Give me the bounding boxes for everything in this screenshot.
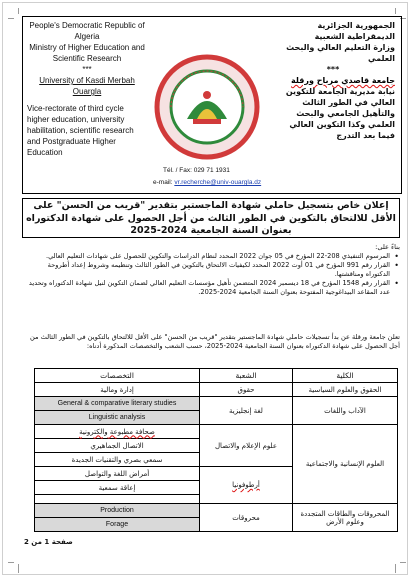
english-line: People's Democratic Republic of Algeria: [29, 21, 145, 41]
arabic-letterhead: [271, 20, 395, 141]
arabic-line: نيابة مديرية الجامعة للتكوين العالي في الطور الثالث والتأهيل الجامعي والبحث العلمي وكذا التكوين العالي فيما بعد التدرج: [285, 87, 395, 140]
faculty-cell: الحقوق والعلوم السياسية: [293, 383, 398, 397]
specialty-cell: سمعي بصري والتقنيات الجديدة: [35, 453, 200, 467]
specialty-cell: [35, 495, 200, 504]
page-number: صفحة 1 من 2: [24, 538, 73, 546]
english-letterhead: [27, 20, 147, 158]
table-row: [35, 504, 398, 518]
email-line: [153, 179, 261, 186]
table-header-row: [35, 369, 398, 383]
faculty-cell: المحروقات والطاقات المتجددة وعلوم الأرض: [293, 504, 398, 532]
specialty-cell: إعاقة سمعية: [35, 481, 200, 495]
english-line: Vice-rectorate of third cycle higher education, university habilitation, scientific research and Postgraduate Higher Education: [27, 104, 134, 157]
col-faculty: الكلية: [293, 369, 398, 383]
col-branch: الشعبة: [200, 369, 293, 383]
reference-item: • القرار رقم 1548 المؤرخ في 18 ديسمبر 2024 المتضمن تأهيل مؤسسات التعليم العالي لضمان التكوين لنيل شهادة الدكتوراه وتحديد عدد المقاعد البيداغوجية المفتوحة بعنوان السنة الجامعية 2024-2025.: [22, 279, 400, 297]
table-row: [35, 397, 398, 411]
col-specialty: التخصصات: [35, 369, 200, 383]
faculty-cell: العلوم الإنسانية والاجتماعية: [293, 425, 398, 504]
announcement-title: إعلان خاص بتسجيل حاملي شهادة الماجستير بتقدير "قريب من الحسن" على الأقل للالتحاق بالتكوين في الطور الثالث من أجل الحصول على شهادة الدكتوراه بعنوان السنة الجامعية 2024-2025: [22, 198, 400, 238]
specialty-cell: إدارة ومالية: [35, 383, 200, 397]
specialty-cell: General & comparative literary studies: [35, 397, 200, 411]
document-page: [14, 14, 400, 564]
reference-item: • المرسوم التنفيذي 208-22 المؤرخ في 05 جوان 2022 المحدد لنظام الدراسات والتكوين للحصول على شهادات التعليم العالي.: [22, 252, 400, 261]
specialties-table: [34, 368, 398, 532]
references-intro: بناءً على:: [375, 243, 400, 251]
faculty-cell: الآداب واللغات: [293, 397, 398, 425]
references-section: [22, 243, 400, 297]
specialty-text: صحافة مطبوعة والكترونية: [79, 427, 155, 436]
letterhead: [22, 16, 402, 194]
specialty-cell: Linguistic analysis: [35, 411, 200, 425]
branch-cell: [200, 467, 293, 504]
email-link[interactable]: vr.recherche@univ-ouargla.dz: [174, 179, 262, 186]
english-line: ***: [82, 65, 92, 74]
english-line: Ministry of Higher Education and Scientific Research: [29, 43, 145, 63]
reference-item: • القرار رقم 991 المؤرخ في 01 أوت 2022 المحدد لكيفيات الالتحاق بالتكوين في الطور الثالث وتنظيمه وشروط إعداد أطروحة الدكتوراه ومناقشتها.: [22, 261, 400, 279]
specialty-cell: Forage: [35, 518, 200, 532]
university-logo: [153, 53, 261, 161]
tel-fax: Tél. / Fax: 029 71 1931: [163, 167, 230, 174]
specialty-cell: [35, 425, 200, 439]
branch-cell: محروقات: [200, 504, 293, 532]
branch-cell: حقوق: [200, 383, 293, 397]
specialty-cell: الاتصال الجماهيري: [35, 439, 200, 453]
branch-cell: لغة إنجليزية: [200, 397, 293, 425]
announcement-paragraph: تعلن جامعة ورقلة عن بدأ تسجيلات حاملي شهادة الماجستير بتقدير "قريب من الحسن" على الأقل للالتحاق بالتكوين في الطور الثالث من أجل الحصول على شهادة الدكتوراه بعنوان السنة الجامعية 2024-2025، حسب الشعب والتخصصات المذكورة أدناه:: [30, 333, 400, 350]
email-label: e-mail:: [153, 179, 173, 186]
branch-text: أرطوفونيا: [232, 481, 260, 489]
university-name: University of Kasdi Merbah Ouargla: [39, 76, 135, 96]
arabic-line: وزارة التعليم العالي والبحث العلمي: [286, 43, 395, 63]
arabic-line: الجمهورية الجزائرية الديمقراطية الشعبية: [314, 21, 395, 41]
arabic-line: ***: [326, 65, 340, 74]
specialty-cell: Production: [35, 504, 200, 518]
table-row: [35, 383, 398, 397]
specialty-cell: أمراض اللغة والتواصل: [35, 467, 200, 481]
branch-cell: علوم الإعلام والاتصال: [200, 425, 293, 467]
arabic-university-name: جامعة قاصدي مرباح ورقلة: [290, 76, 395, 85]
table-row: [35, 425, 398, 439]
